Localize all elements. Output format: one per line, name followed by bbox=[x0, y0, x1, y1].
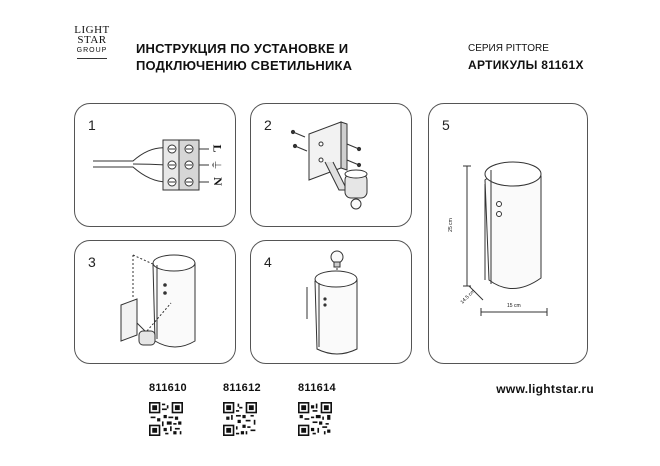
step-5-number: 5 bbox=[442, 117, 450, 133]
articles-label: АРТИКУЛЫ 81161X bbox=[468, 58, 584, 72]
brand-line3: GROUP bbox=[76, 47, 108, 54]
qr-code-3[interactable] bbox=[298, 402, 332, 436]
title-line-1: ИНСТРУКЦИЯ ПО УСТАНОВКЕ И bbox=[136, 41, 349, 56]
article-code-1: 811610 bbox=[149, 382, 187, 394]
step-3-number: 3 bbox=[88, 254, 96, 270]
bracket-mounting-diagram bbox=[251, 104, 411, 226]
step-5-panel bbox=[428, 103, 588, 364]
qr-code-2[interactable] bbox=[223, 402, 257, 436]
brand-logo bbox=[70, 25, 114, 59]
shade-attach-diagram bbox=[75, 241, 235, 363]
label-L: L bbox=[210, 144, 225, 153]
step-3-panel bbox=[74, 240, 236, 364]
series-info bbox=[468, 40, 584, 74]
bulb-install-diagram bbox=[251, 241, 411, 363]
step-1-panel bbox=[74, 103, 236, 227]
depth-label: 14.5 cm bbox=[459, 288, 477, 306]
brand-line1: LIGHT bbox=[74, 24, 110, 36]
step-4-number: 4 bbox=[264, 254, 272, 270]
step-4-panel bbox=[250, 240, 412, 364]
ground-icon: ⏚ bbox=[209, 159, 222, 171]
article-code-2: 811612 bbox=[223, 382, 261, 394]
qr-code-1[interactable] bbox=[149, 402, 183, 436]
article-code-3: 811614 bbox=[298, 382, 336, 394]
brand-line2: STAR bbox=[77, 34, 107, 46]
title-line-2: ПОДКЛЮЧЕНИЮ СВЕТИЛЬНИКА bbox=[136, 58, 353, 73]
label-N: N bbox=[210, 177, 225, 186]
step-2-number: 2 bbox=[264, 117, 272, 133]
logo-divider bbox=[77, 58, 107, 59]
height-label: 25 cm bbox=[447, 218, 454, 232]
website-link[interactable]: www.lightstar.ru bbox=[496, 382, 594, 396]
series-label: СЕРИЯ PITTORE bbox=[468, 43, 549, 54]
width-label: 15 cm bbox=[507, 303, 521, 309]
step-1-number: 1 bbox=[88, 117, 96, 133]
document-title bbox=[136, 40, 352, 74]
step-2-panel bbox=[250, 103, 412, 227]
dimensions-diagram bbox=[429, 104, 587, 363]
